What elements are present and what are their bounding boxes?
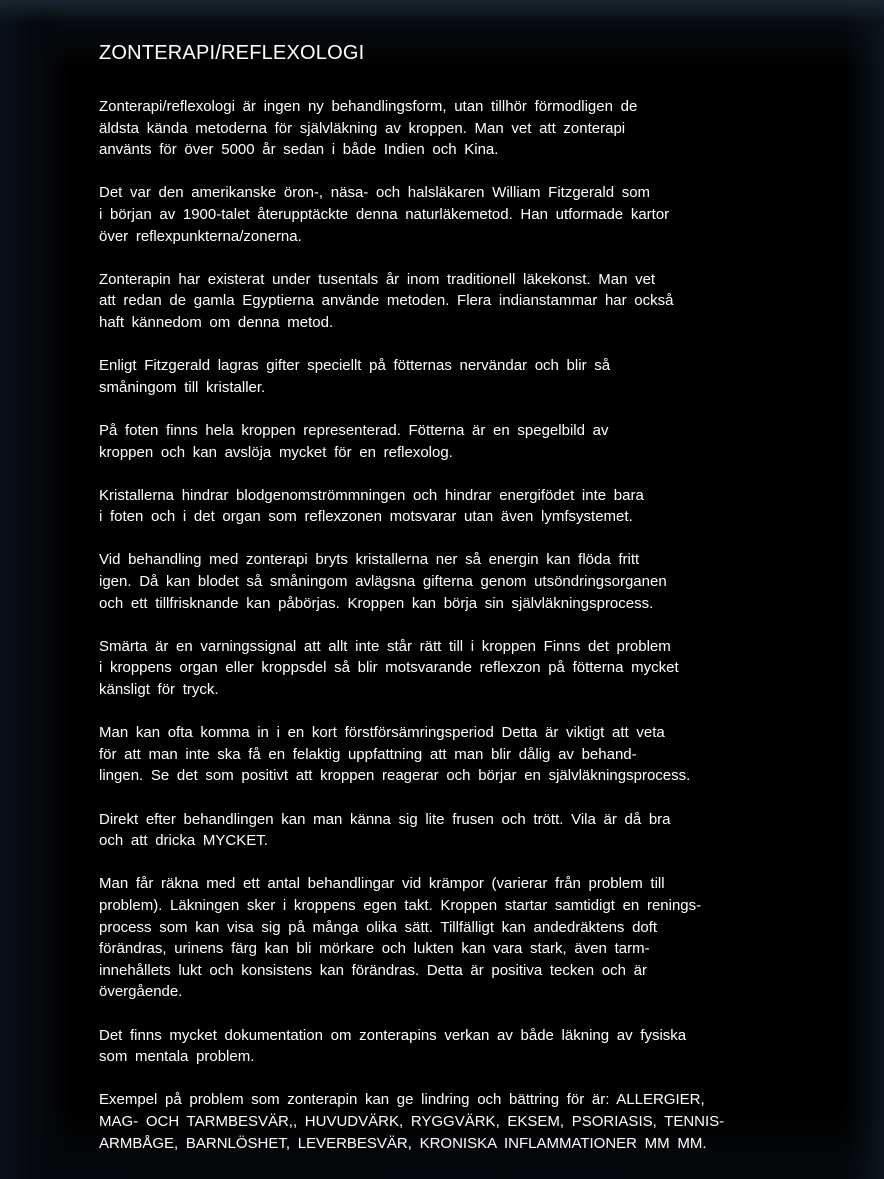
paragraph-line: process som kan visa sig på många olika sätt. Tillfälligt kan andedräktens doft <box>99 918 658 936</box>
paragraph <box>99 636 799 701</box>
paragraph-line: haft kännedom om denna metod. <box>99 313 334 331</box>
paragraph-line: Kristallerna hindrar blodgenomströmmningen och hindrar energifödet inte bara <box>99 486 644 504</box>
paragraph-line: småningom till kristaller. <box>99 378 266 396</box>
paragraph-line: i kroppens organ eller kroppsdel så blir motsvarande reflexzon på fötterna mycket <box>99 659 679 677</box>
paragraph-line: och ett tillfrisknande kan påbörjas. Kroppen kan börja sin självläkningsprocess. <box>99 594 654 612</box>
paragraph-line: för att man inte ska få en felaktig uppfattning att man blir dålig av behand- <box>99 745 637 763</box>
paragraph-line: Man får räkna med ett antal behandlingar vid krämpor (varierar från problem till <box>99 875 665 893</box>
paragraph <box>99 722 799 787</box>
paragraph-line: förändras, urinens färg kan bli mörkare och lukten kan vara stark, även tarm- <box>99 940 650 958</box>
paragraph-line: igen. Då kan blodet så småningom avlägsna gifterna genom utsöndringsorganen <box>99 573 667 591</box>
paragraph-line: att redan de gamla Egyptierna använde metoden. Flera indianstammar har också <box>99 292 674 310</box>
top-edge-shadow <box>0 0 884 22</box>
paragraph-line: Direkt efter behandlingen kan man känna sig lite frusen och trött. Vila är då bra <box>99 810 671 828</box>
article-body <box>99 96 799 1154</box>
paragraph-line: övergående. <box>99 983 183 1001</box>
paragraph-line: lingen. Se det som positivt att kroppen reagerar och börjar en självläkningsprocess. <box>99 767 691 785</box>
paragraph <box>99 485 799 528</box>
paragraph <box>99 420 799 463</box>
paragraph-line: Det finns mycket dokumentation om zonterapins verkan av både läkning av fysiska <box>99 1026 687 1044</box>
left-edge-shadow <box>0 0 70 1179</box>
paragraph-line: MAG- OCH TARMBESVÄR,, HUVUDVÄRK, RYGGVÄRK, EKSEM, PSORIASIS, TENNIS- <box>99 1112 725 1130</box>
paragraph-line: innehållets lukt och konsistens kan förändras. Detta är positiva tecken och är <box>99 961 647 979</box>
paragraph-line: och att dricka MYCKET. <box>99 832 268 850</box>
page-title: ZONTERAPI/REFLEXOLOGI <box>99 42 365 64</box>
paragraph-line: i foten och i det organ som reflexzonen motsvarar utan även lymfsystemet. <box>99 508 633 526</box>
paragraph-line: känsligt för tryck. <box>99 681 219 699</box>
paragraph <box>99 269 799 334</box>
right-edge-shadow <box>844 0 884 1179</box>
paragraph <box>99 355 799 398</box>
paragraph-line: använts för över 5000 år sedan i både Indien och Kina. <box>99 141 499 159</box>
paragraph-line: problem). Läkningen sker i kroppens egen takt. Kroppen startar samtidigt en renings- <box>99 896 702 914</box>
paragraph <box>99 549 799 614</box>
paragraph-line: Vid behandling med zonterapi bryts kristallerna ner så energin kan flöda fritt <box>99 551 640 569</box>
paragraph-line: Exempel på problem som zonterapin kan ge lindring och bättring för är: ALLERGIER, <box>99 1091 705 1109</box>
paragraph-line: Det var den amerikanske öron-, näsa- och halsläkaren William Fitzgerald som <box>99 184 651 202</box>
paragraph <box>99 1089 799 1154</box>
paragraph-line: Enligt Fitzgerald lagras gifter speciellt på fötternas nervändar och blir så <box>99 357 611 375</box>
paragraph-line: På foten finns hela kroppen representerad. Fötterna är en spegelbild av <box>99 421 609 439</box>
article <box>99 40 799 1176</box>
paragraph-line: äldsta kända metoderna för självläkning av kroppen. Man vet att zonterapi <box>99 119 626 137</box>
paragraph-line: Smärta är en varningssignal att allt inte står rätt till i kroppen Finns det problem <box>99 637 671 655</box>
paragraph-line: som mentala problem. <box>99 1048 255 1066</box>
paragraph <box>99 873 799 1003</box>
paragraph <box>99 182 799 247</box>
paragraph-line: kroppen och kan avslöja mycket för en reflexolog. <box>99 443 453 461</box>
paragraph-line: i början av 1900-talet återupptäckte denna naturläkemetod. Han utformade kartor <box>99 205 670 223</box>
paragraph-line: ARMBÅGE, BARNLÖSHET, LEVERBESVÄR, KRONISKA INFLAMMATIONER MM MM. <box>99 1134 707 1152</box>
paragraph-line: över reflexpunkterna/zonerna. <box>99 227 302 245</box>
paragraph-line: Zonterapi/reflexologi är ingen ny behandlingsform, utan tillhör förmodligen de <box>99 98 638 115</box>
paragraph <box>99 96 799 161</box>
paragraph <box>99 809 799 852</box>
paragraph-line: Man kan ofta komma in i en kort förstförsämringsperiod Detta är viktigt att veta <box>99 724 665 742</box>
paragraph-line: Zonterapin har existerat under tusentals år inom traditionell läkekonst. Man vet <box>99 270 656 288</box>
paragraph <box>99 1025 799 1068</box>
